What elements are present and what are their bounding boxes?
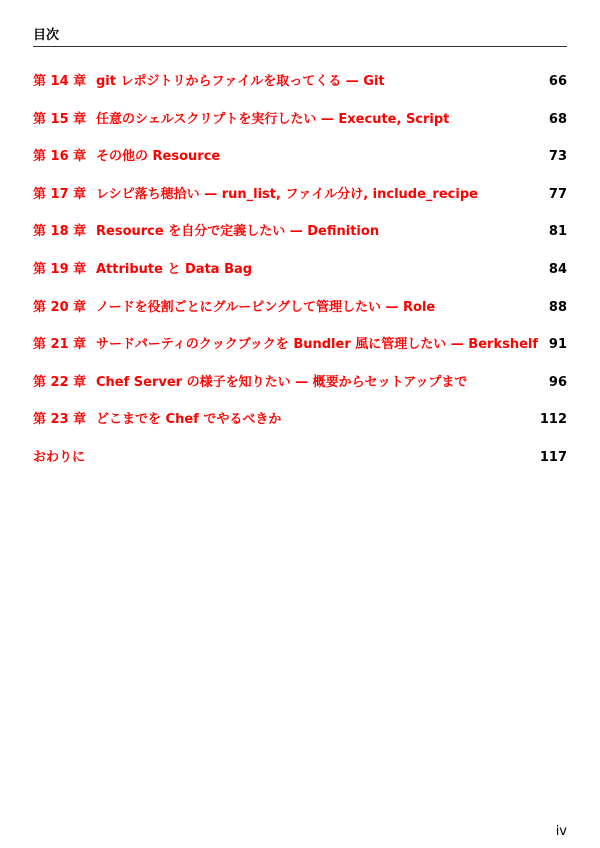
chapter-number[interactable]: 第 19 章 (33, 261, 87, 277)
chapter-title[interactable]: Resource を自分で定義したい — Definition (96, 224, 380, 240)
chapter-number[interactable]: 第 23 章 (33, 412, 87, 428)
chapter-number[interactable]: 第 18 章 (33, 224, 87, 240)
chapter-title[interactable]: どこまでを Chef でやるべきか (96, 412, 282, 428)
page-number: 112 (539, 412, 567, 428)
chapter-number[interactable]: 第 16 章 (33, 149, 87, 165)
page-number: 81 (548, 224, 567, 240)
chapter-title[interactable]: サードパーティのクックブックを Bundler 風に管理したい — Berkshelf (96, 337, 539, 353)
chapter-title[interactable]: その他の Resource (96, 149, 221, 165)
toc-entry-ch21[interactable] (33, 333, 567, 371)
toc-entry-ch20[interactable] (33, 296, 567, 334)
toc-entry-ch19[interactable] (33, 258, 567, 296)
chapter-title[interactable]: 任意のシェルスクリプトを実行したい — Execute, Script (96, 111, 450, 127)
page-number: 84 (548, 261, 567, 277)
toc-entry-ch15[interactable] (33, 108, 567, 146)
page-number: 96 (548, 374, 567, 390)
toc-heading: 目次 (33, 28, 60, 43)
toc-entry-ch16[interactable] (33, 145, 567, 183)
page-number: 68 (548, 111, 567, 127)
chapter-number[interactable]: 第 14 章 (33, 74, 87, 89)
page-footer (556, 823, 567, 841)
table-of-contents (33, 70, 567, 484)
chapter-title[interactable]: レシピ落ち穂拾い — run_list, ファイル分け, include_recipe (96, 186, 478, 202)
chapter-title[interactable]: Chef Server の様子を知りたい — 概要からセットアップまで (96, 374, 468, 390)
page-number: 88 (548, 299, 567, 315)
chapter-number[interactable]: 第 21 章 (33, 337, 87, 353)
footer-page-number: iv (555, 824, 567, 839)
toc-entry-ch23[interactable] (33, 408, 567, 446)
chapter-number[interactable]: 第 22 章 (33, 374, 87, 390)
chapter-number[interactable]: 第 15 章 (33, 111, 87, 127)
chapter-number[interactable]: 第 20 章 (33, 299, 87, 315)
toc-entry-ch22[interactable] (33, 371, 567, 409)
page-number: 77 (548, 186, 567, 202)
chapter-title[interactable]: Attribute と Data Bag (96, 261, 253, 277)
chapter-title[interactable]: git レポジトリからファイルを取ってくる — Git (96, 74, 385, 89)
toc-entry-afterword[interactable] (33, 446, 567, 484)
chapter-title[interactable]: ノードを役割ごとにグルーピングして管理したい — Role (96, 299, 436, 315)
page-number: 66 (548, 74, 567, 89)
toc-entry-ch14[interactable] (33, 70, 567, 108)
page-number: 91 (548, 337, 567, 353)
toc-entry-ch18[interactable] (33, 220, 567, 258)
page-header (33, 24, 567, 47)
chapter-number[interactable]: 第 17 章 (33, 186, 87, 202)
page-number: 117 (539, 449, 567, 465)
toc-entry-ch17[interactable] (33, 183, 567, 221)
chapter-title[interactable]: おわりに (33, 449, 86, 465)
page-number: 73 (548, 149, 567, 165)
